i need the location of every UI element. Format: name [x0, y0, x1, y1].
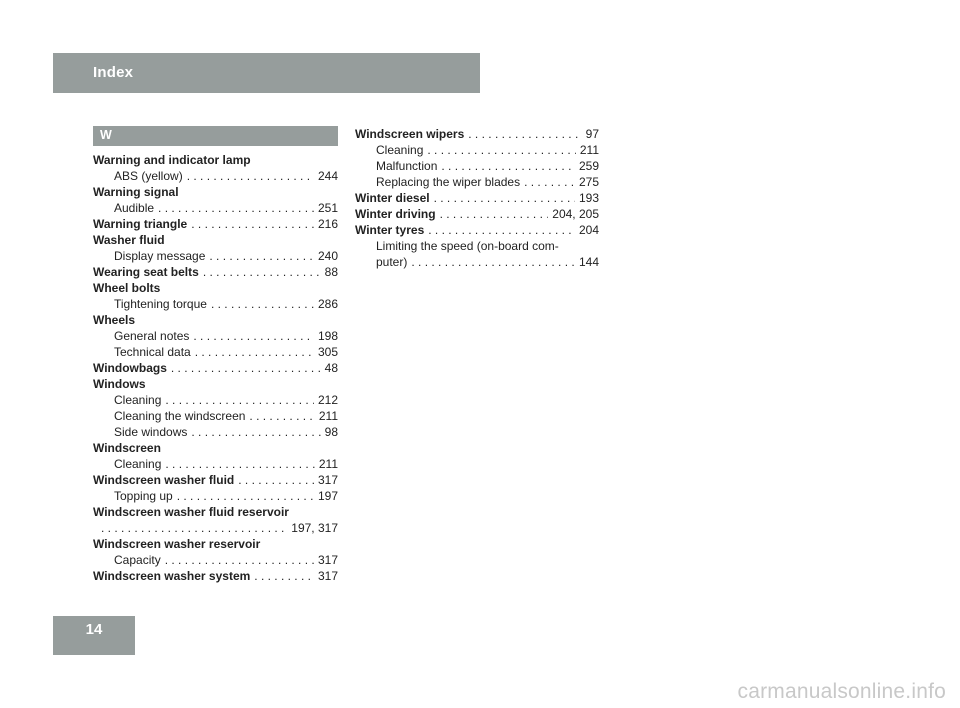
index-term: Windscreen washer fluid reservoir — [93, 505, 289, 519]
leader-dots — [187, 168, 314, 184]
leader-dots — [209, 248, 314, 264]
index-term: Windscreen wipers — [355, 127, 465, 141]
index-entry — [93, 264, 338, 280]
index-entry — [355, 206, 599, 222]
section-header — [93, 126, 338, 146]
leader-dots — [177, 488, 314, 504]
page-title: Index — [93, 64, 134, 81]
index-term: Cleaning the windscreen — [114, 409, 246, 423]
index-entry — [355, 126, 599, 142]
index-page-ref: 317 — [317, 569, 338, 583]
index-term: Limiting the speed (on-board com- — [376, 239, 559, 253]
index-column-left — [93, 152, 338, 584]
leader-dots — [195, 344, 314, 360]
leader-dots — [165, 392, 314, 408]
index-page-ref: 88 — [324, 265, 338, 279]
index-page-ref: 240 — [317, 249, 338, 263]
leader-dots — [171, 360, 321, 376]
index-entry — [93, 248, 338, 264]
leader-dots — [427, 142, 575, 158]
leader-dots — [440, 206, 549, 222]
leader-dots — [524, 174, 575, 190]
index-page-ref: 275 — [578, 175, 599, 189]
index-term: Warning and indicator lamp — [93, 153, 251, 167]
leader-dots — [191, 424, 320, 440]
index-page-ref: 244 — [317, 169, 338, 183]
index-term: Windowbags — [93, 361, 167, 375]
index-entry — [93, 168, 338, 184]
index-entry — [93, 152, 338, 168]
index-page-ref: 211 — [318, 457, 338, 471]
index-page-ref: 144 — [578, 255, 599, 269]
index-term: Windows — [93, 377, 146, 391]
index-term: Warning triangle — [93, 217, 188, 231]
index-term: Washer fluid — [93, 233, 165, 247]
index-term: Windscreen — [93, 441, 161, 455]
index-page-ref: 286 — [317, 297, 338, 311]
index-entry — [93, 344, 338, 360]
index-entry — [93, 392, 338, 408]
index-entry — [355, 158, 599, 174]
section-letter: W — [100, 128, 112, 142]
index-page-ref: 98 — [324, 425, 338, 439]
index-entry — [93, 360, 338, 376]
leader-dots — [468, 126, 581, 142]
leader-dots — [238, 472, 314, 488]
index-page-ref: 211 — [318, 409, 338, 423]
index-term: Cleaning — [114, 393, 162, 407]
leader-dots — [211, 296, 314, 312]
leader-dots — [254, 568, 314, 584]
index-term: Replacing the wiper blades — [376, 175, 521, 189]
leader-dots — [428, 222, 575, 238]
index-term: Wearing seat belts — [93, 265, 199, 279]
page-number-box — [53, 616, 135, 655]
leader-dots — [165, 552, 314, 568]
index-term: Tightening torque — [114, 297, 207, 311]
index-term: Technical data — [114, 345, 191, 359]
leader-dots — [158, 200, 314, 216]
index-entry — [93, 440, 338, 456]
index-term: Cleaning — [114, 457, 162, 471]
index-page-ref: 198 — [317, 329, 338, 343]
index-entry — [93, 472, 338, 488]
index-term: Windscreen washer fluid — [93, 473, 235, 487]
index-term: ABS (yellow) — [114, 169, 183, 183]
leader-dots — [191, 216, 314, 232]
index-term: General notes — [114, 329, 190, 343]
index-entry — [355, 254, 599, 270]
index-term: Windscreen washer reservoir — [93, 537, 261, 551]
index-term: Cleaning — [376, 143, 424, 157]
index-entry — [355, 222, 599, 238]
index-page-ref: 251 — [317, 201, 338, 215]
index-term: Side windows — [114, 425, 188, 439]
index-entry — [93, 456, 338, 472]
index-entry — [355, 190, 599, 206]
index-page-ref: 204 — [578, 223, 599, 237]
index-page-ref: 48 — [324, 361, 338, 375]
index-term: Audible — [114, 201, 155, 215]
index-term: Warning signal — [93, 185, 179, 199]
index-entry — [355, 238, 599, 254]
leader-dots — [165, 456, 314, 472]
index-entry — [93, 520, 338, 536]
index-entry — [93, 216, 338, 232]
index-entry — [93, 424, 338, 440]
index-term: Wheels — [93, 313, 136, 327]
index-page-ref: 212 — [317, 393, 338, 407]
leader-dots — [411, 254, 575, 270]
index-page-ref: 317 — [317, 473, 338, 487]
index-entry — [93, 376, 338, 392]
index-term: Winter driving — [355, 207, 436, 221]
leader-dots — [203, 264, 321, 280]
index-term: Windscreen washer system — [93, 569, 251, 583]
index-column-right — [355, 126, 599, 270]
index-page-ref: 193 — [578, 191, 599, 205]
index-page-ref: 305 — [317, 345, 338, 359]
index-term: Winter tyres — [355, 223, 425, 237]
index-entry — [93, 504, 338, 520]
index-entry — [93, 184, 338, 200]
leader-dots — [434, 190, 575, 206]
index-page-ref: 317 — [317, 553, 338, 567]
leader-dots — [101, 520, 287, 536]
index-term: Capacity — [114, 553, 161, 567]
index-page-ref: 211 — [579, 143, 599, 157]
index-page-ref: 97 — [585, 127, 599, 141]
index-entry — [93, 296, 338, 312]
index-entry — [93, 536, 338, 552]
index-entry — [93, 312, 338, 328]
index-entry — [93, 488, 338, 504]
index-page-ref: 197 — [317, 489, 338, 503]
index-entry — [355, 174, 599, 190]
index-page-ref: 197, 317 — [291, 521, 338, 535]
leader-dots — [193, 328, 314, 344]
leader-dots — [441, 158, 575, 174]
index-entry — [93, 280, 338, 296]
index-term: Wheel bolts — [93, 281, 161, 295]
index-page-ref: 204, 205 — [552, 207, 599, 221]
index-entry — [93, 328, 338, 344]
index-entry — [93, 232, 338, 248]
index-entry — [93, 200, 338, 216]
index-page-ref: 259 — [578, 159, 599, 173]
index-term: Malfunction — [376, 159, 438, 173]
index-page-ref: 216 — [317, 217, 338, 231]
page-number: 14 — [85, 621, 103, 638]
leader-dots — [249, 408, 314, 424]
index-entry — [93, 552, 338, 568]
index-entry — [355, 142, 599, 158]
watermark: carmanualsonline.info — [737, 680, 946, 703]
header-bar — [53, 53, 480, 93]
index-entry — [93, 568, 338, 584]
index-term: Topping up — [114, 489, 173, 503]
index-entry — [93, 408, 338, 424]
index-term: Display message — [114, 249, 206, 263]
index-term: puter) — [376, 255, 408, 269]
index-term: Winter diesel — [355, 191, 430, 205]
